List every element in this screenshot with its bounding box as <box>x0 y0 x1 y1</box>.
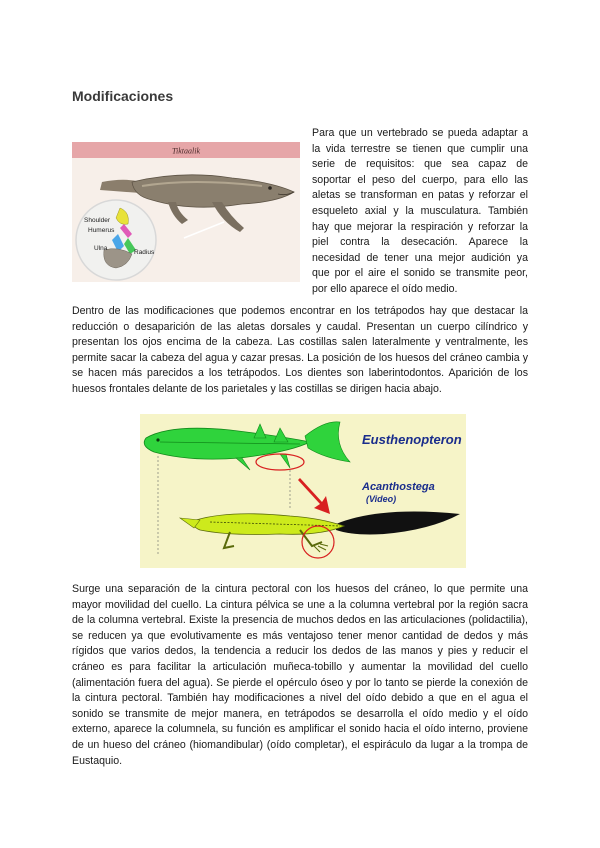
banner-text: Tiktaalik <box>172 146 200 156</box>
label-acanthostega: Acanthostega <box>362 481 435 493</box>
page-title: Modificaciones <box>72 88 174 104</box>
paragraph-modificaciones: Dentro de las modificaciones que podemos encontrar en los tetrápodos hay que destacar la reducción o desaparición de las aletas dorsales y caudal. Presentan un cuerpo cilíndrico y presentan los ojos encima de la cabeza. Las costillas salen lateralmente y ventralmente, les permite sacar la cabeza del agua y cazar presas. La posición de los huesos del cráneo cambia y se hacen más parecidos a los tetrápodos. Los dientes son laberintodontos. Aparición de los huesos frontales delante de los parietales y las costillas se dirigen hacia abajo. <box>72 305 528 395</box>
paragraph-cintura: Surge una separación de la cintura pectoral con los huesos del cráneo, lo que permite una mayor movilidad del cuello. La cintura pélvica se une a la columna vertebral por la región sacra de la columna vertebral. Existe la presencia de muchos dedos en las articulaciones (polidactilia), se reducen ya que evolutivamente es más ventajoso tener menor cantidad de dedos y más rígidos que varios dedos, la tendencia a reducir los dedos de las manos y pies y reducir el cráneo es para facilitar la articulación muñeca-tobillo y aumentar la movilidad del cuello (alimentación fuera del agua). Se pierde el opérculo óseo y por lo tanto se pierde la conexión de la cintura pectoral. También hay modificaciones a nivel del oído debido a que en el agua el sonido se transmite de mejor manera, en tetrápodos se desarrolla el oído medio y el oído externo, aparece la columnela, su función es amplificar el sonido hacia el oído interno, proviene de un hueso del cráneo (hiomandibular) (oído completar), el espiráculo da lugar a la trompa de Eustaquio. <box>72 583 528 767</box>
label-video: (Video) <box>366 494 397 504</box>
label-eusthenopteron: Eusthenopteron <box>362 432 462 447</box>
tiktaalik-figure <box>72 142 300 282</box>
label-humerus: Humerus <box>88 227 115 234</box>
paragraph-requisitos: Para que un vertebrado se pueda adaptar a la vida terrestre se tienen que cumplir una serie de requisitos: que sea capaz de soportar el peso del cuerpo, para ello las aletas se transforman en patas y reforzar el esqueleto axial y la musculatura. También hay que mejorar la respiración y reforzar la piel contra la desecación. Aparece la necesidad de tener una mejor audición ya que por el aire el sonido se transmite peor, por ello aparece el oído medio. <box>312 127 528 295</box>
label-shoulder: Shoulder <box>84 217 111 224</box>
label-ulna: Ulna <box>94 245 108 252</box>
label-radius: Radius <box>134 249 155 256</box>
evolution-figure <box>140 414 466 568</box>
